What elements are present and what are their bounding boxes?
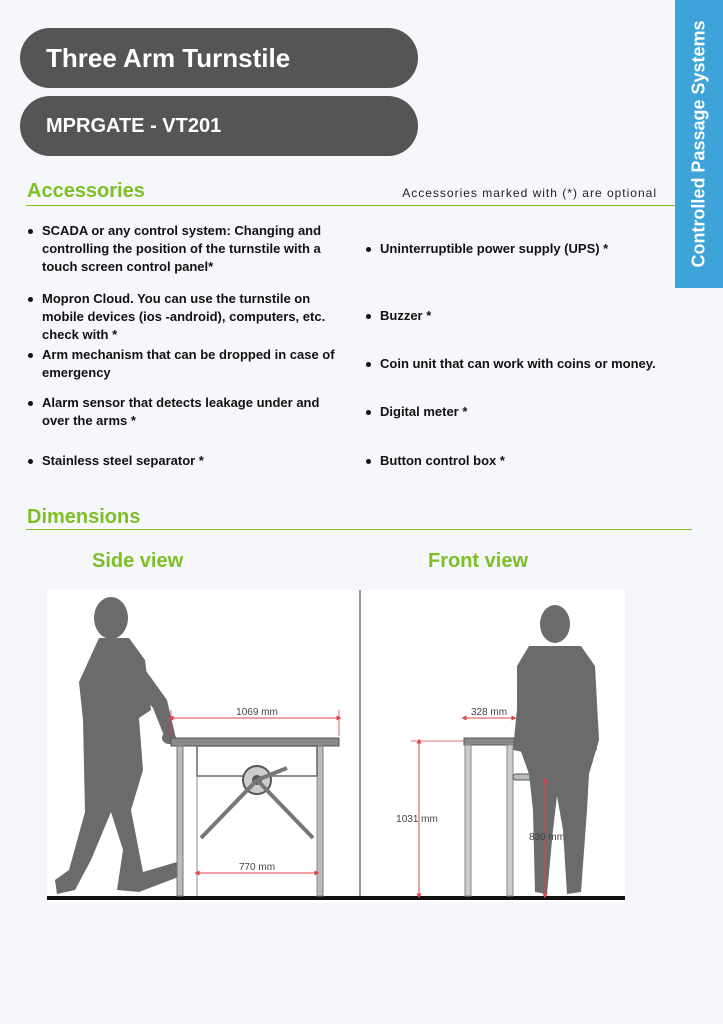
side-bottom-width-label: 770 mm <box>238 862 276 873</box>
product-model <box>20 96 418 156</box>
accessory-item: Digital meter * <box>380 403 700 421</box>
accessories-heading: Accessories <box>27 180 145 202</box>
accessory-item: Uninterruptible power supply (UPS) * <box>380 240 700 258</box>
product-title-text: Three Arm Turnstile <box>46 42 291 73</box>
front-height-label: 1031 mm <box>396 814 438 825</box>
accessory-item: Button control box * <box>380 452 700 470</box>
dimension-drawing <box>47 590 625 902</box>
side-category-label: Controlled Passage Systems <box>688 20 709 268</box>
side-view-title: Side view <box>92 550 184 572</box>
side-top-width-label: 1069 mm <box>236 707 278 718</box>
front-view-title: Front view <box>428 550 529 572</box>
accessory-item: SCADA or any control system: Changing and controlling the position of the turnstile with a touch screen control panel* <box>42 222 342 276</box>
accessory-item: Arm mechanism that can be dropped in case of emergency <box>42 346 342 382</box>
accessory-item: Coin unit that can work with coins or money. <box>380 355 700 373</box>
front-top-width-label: 328 mm <box>470 707 508 718</box>
accessories-divider <box>26 205 676 206</box>
accessory-item: Buzzer * <box>380 307 700 325</box>
accessory-item: Stainless steel separator * <box>42 452 342 470</box>
accessory-item: Alarm sensor that detects leakage under and over the arms * <box>42 394 342 430</box>
product-title <box>20 28 418 88</box>
front-top-dimension <box>464 707 514 718</box>
dimensions-divider <box>26 529 692 530</box>
accessory-item: Mopron Cloud. You can use the turnstile on mobile devices (ios -android), computers, etc. check with * <box>42 290 342 344</box>
dimensions-heading: Dimensions <box>27 506 141 528</box>
front-arm-height-label: 830 mm <box>528 832 566 843</box>
optional-note: Accessories marked with (*) are optional <box>402 186 657 200</box>
product-model-text: MPRGATE - VT201 <box>46 114 222 137</box>
